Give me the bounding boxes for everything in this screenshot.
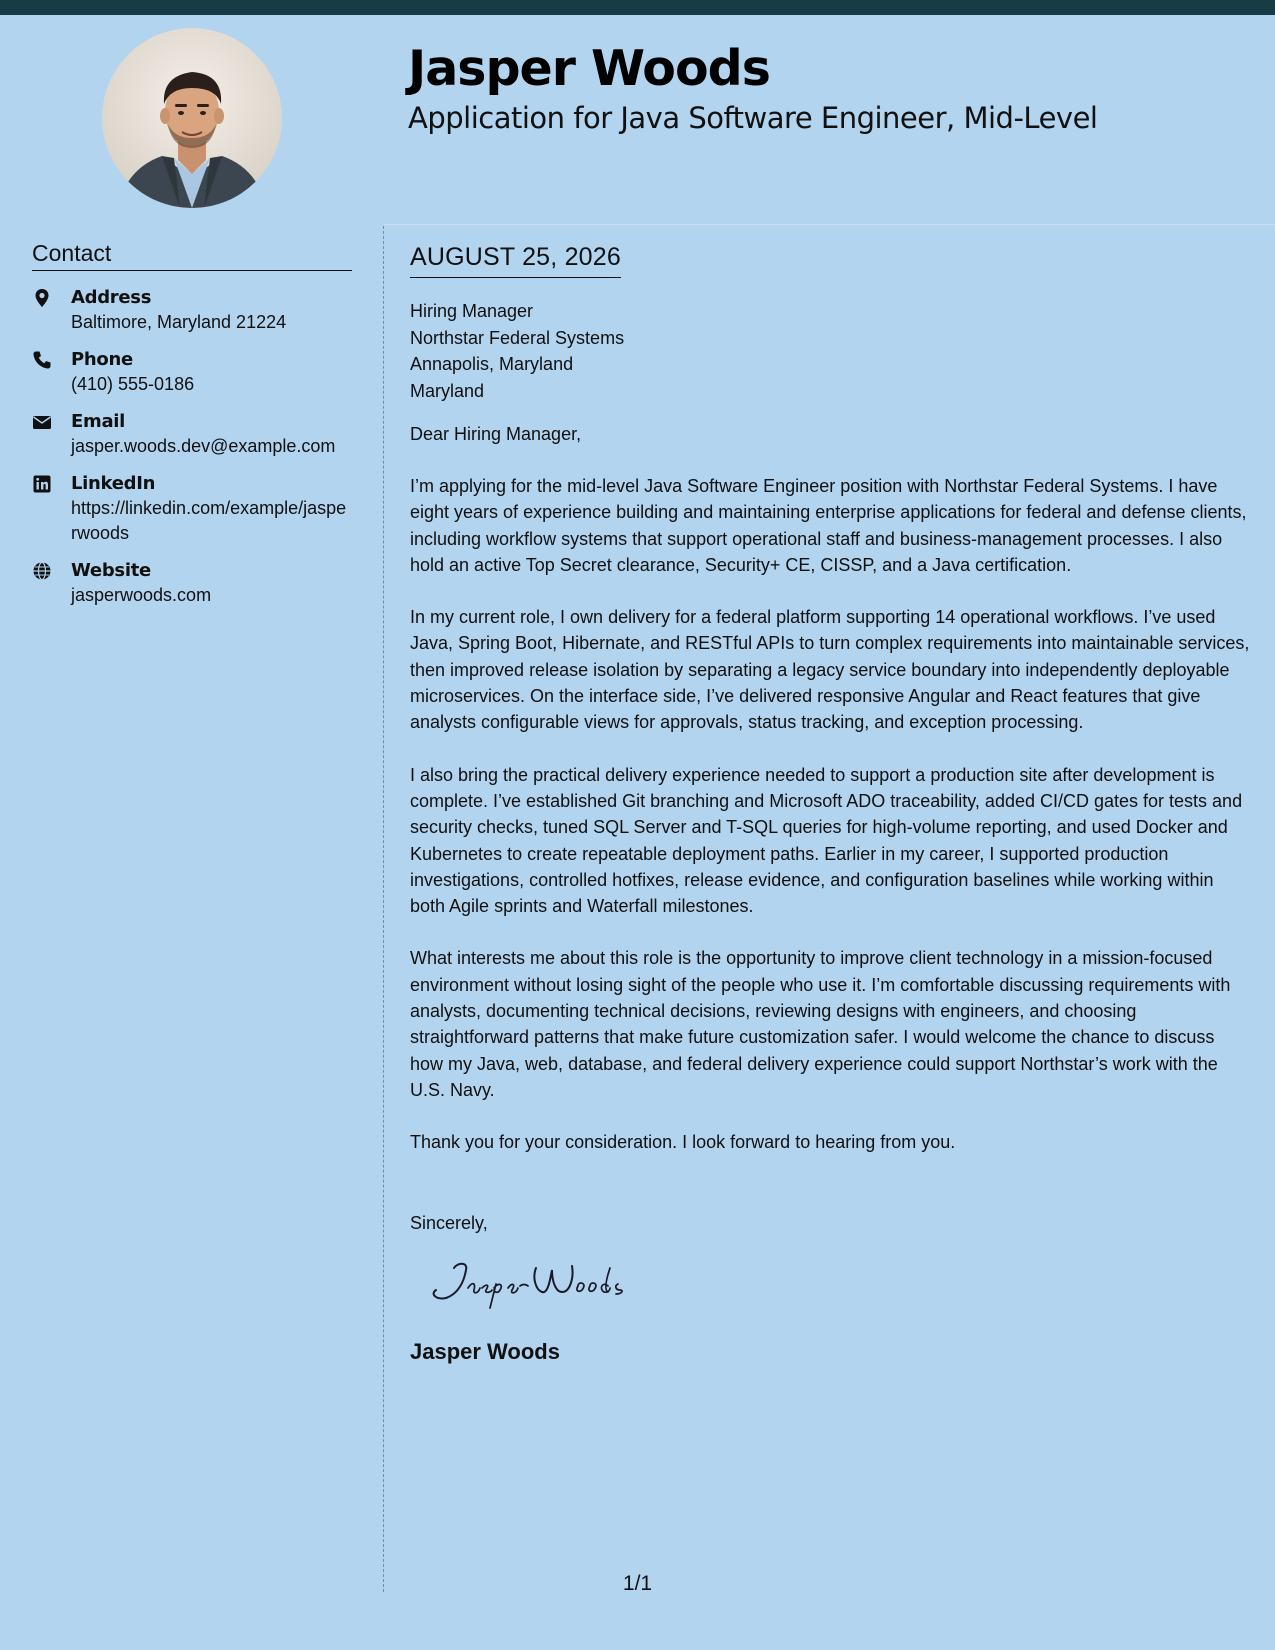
contact-value: jasper.woods.dev@example.com (71, 436, 336, 457)
body-paragraph: Thank you for your consideration. I look forward to hearing from you. (410, 1132, 956, 1153)
contact-item-linkedin (32, 471, 352, 546)
body-paragraph: In my current role, I own delivery for a federal platform supporting 14 operational workflows. I’ve used Java, Spring Boot, Hibernate, and RESTful APIs to turn complex requirements into maintainable services, then improved release isolation by separating a legacy service boundary into independently deployable microservices. On the interface side, I’ve delivered responsive Angular and React features that give analysts configurable views for approvals, status tracking, and exception processing. (410, 607, 1250, 733)
contact-item-email (32, 409, 352, 459)
body-paragraph: I’m applying for the mid-level Java Software Engineer position with Northstar Federal Systems. I have eight years of experience building and maintaining enterprise applications for federal and defense clients, including workflow systems that support operational staff and business-management processes. I also hold an active Top Secret clearance, Security+ CE, CISSP, and a Java certification. (410, 476, 1247, 575)
signed-name: Jasper Woods (410, 1338, 560, 1364)
contact-item-website (32, 558, 352, 608)
contact-value[interactable]: https://linkedin.com/example/jasperwoods (71, 498, 347, 544)
contact-label: Phone (71, 349, 133, 371)
contact-value[interactable]: jasperwoods.com (71, 585, 212, 606)
page-number: 1/1 (622, 1572, 653, 1595)
contact-item-address (32, 285, 352, 335)
recipient-line: Northstar Federal Systems (410, 327, 625, 348)
letter-date: AUGUST 25, 2026 (410, 242, 621, 278)
column-divider (383, 226, 384, 1592)
body-paragraph: I also bring the practical delivery experience needed to support a production site after development is complete. I’ve established Git branching and Microsoft ADO traceability, added CI/CD gates for tests and security checks, tuned SQL Server and T-SQL queries for high-volume reporting, and used Docker and Kubernetes to create repeatable deployment paths. Earlier in my career, I supported production investigations, controlled hotfixes, release evidence, and configuration baselines while working within both Agile sprints and Waterfall milestones. (410, 764, 1243, 917)
contact-heading: Contact (32, 240, 352, 271)
closing: Sincerely, (410, 1212, 488, 1233)
globe-icon (32, 561, 52, 581)
body-paragraph: What interests me about this role is the opportunity to improve client technology in a mission-focused environment without losing sight of the people who use it. I’m comfortable discussing requirements with analysts, documenting technical decisions, reviewing designs with engineers, and choosing straightforward patterns that make future customization safer. I would welcome the chance to discuss how my Java, web, database, and federal delivery experience could support Northstar’s work with the U.S. Navy. (410, 948, 1231, 1100)
contact-value: (410) 555-0186 (71, 374, 195, 395)
recipient-line: Annapolis, Maryland (410, 354, 574, 374)
contact-label: LinkedIn (71, 473, 156, 495)
map-pin-icon (32, 288, 52, 308)
header-divider (384, 224, 1275, 225)
phone-icon (32, 350, 52, 370)
contact-label: Website (71, 560, 151, 582)
contact-value: Baltimore, Maryland 21224 (71, 312, 287, 333)
greeting: Dear Hiring Manager, (410, 424, 582, 444)
recipient-line: Hiring Manager (410, 301, 534, 321)
letter-body (410, 242, 1250, 1365)
contact-sidebar (32, 240, 352, 608)
top-bar (0, 0, 1275, 15)
contact-label: Address (71, 287, 152, 309)
applicant-name: Jasper Woods (408, 40, 770, 97)
envelope-icon (32, 412, 52, 432)
recipient-block (410, 298, 1250, 404)
handwritten-signature (424, 1254, 664, 1314)
avatar (102, 28, 282, 208)
linkedin-icon (32, 474, 52, 494)
application-subtitle: Application for Java Software Engineer, Mid-Level (408, 101, 1098, 135)
contact-label: Email (71, 411, 126, 433)
recipient-line: Maryland (410, 380, 485, 401)
contact-item-phone (32, 347, 352, 397)
